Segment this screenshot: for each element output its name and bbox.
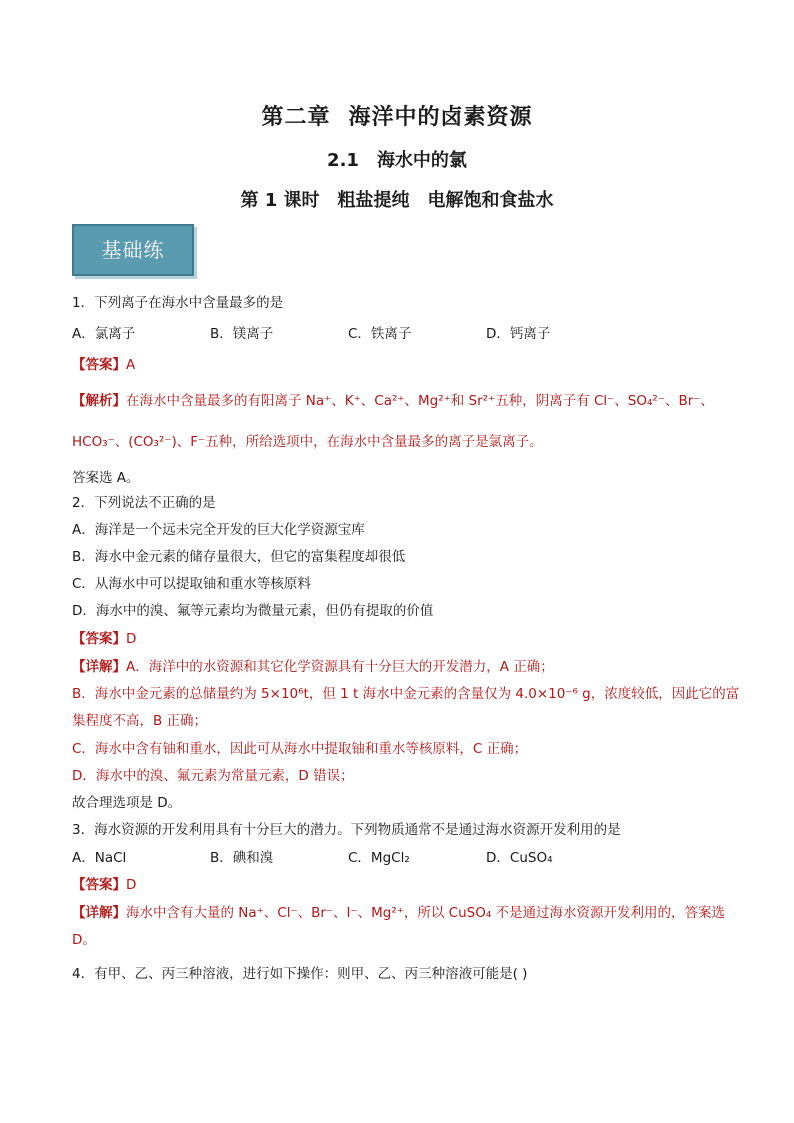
q3-option-b: B．碘和溴 [210, 850, 274, 866]
answer-tag: 【答案】 [72, 357, 126, 373]
q2-option-c: C．从海水中可以提取铀和重水等核原料 [72, 576, 311, 592]
chapter-name: 海洋中的卤素资源 [348, 105, 533, 130]
q4-stem: 4．有甲、乙、丙三种溶液，进行如下操作：则甲、乙、丙三种溶液可能是( ) [72, 966, 528, 982]
q1-conclusion: 答案选 A。 [72, 470, 140, 486]
q2-detail-line-5: D．海水中的溴、氟元素为常量元素，D 错误； [72, 768, 354, 784]
q2-detail-line-4: C．海水中含有铀和重水，因此可从海水中提取铀和重水等核原料，C 正确； [72, 741, 528, 757]
chapter-title [0, 100, 794, 131]
q1-analysis-line-1 [72, 389, 714, 409]
detail-text: A．海洋中的水资源和其它化学资源具有十分巨大的开发潜力，A 正确； [126, 659, 554, 675]
section-name: 海水中的氯 [376, 150, 467, 171]
q2-option-b: B．海水中金元素的储存量很大，但它的富集程度却很低 [72, 549, 406, 565]
q1-option-d: D．钙离子 [486, 326, 551, 342]
lesson-topic-2: 电解饱和食盐水 [427, 190, 554, 211]
detail-tag: 【详解】 [72, 905, 126, 921]
answer-tag: 【答案】 [72, 631, 126, 647]
q1-stem: 1．下列离子在海水中含量最多的是 [72, 295, 284, 311]
q1-option-c: C．铁离子 [348, 326, 412, 342]
q2-detail-line-2: B．海水中金元素的总储量约为 5×10⁶t，但 1 t 海水中金元素的含量仅为 4.0×10⁻⁶ g，浓度较低，因此它的富 [72, 686, 740, 702]
section-number: 2.1 [327, 150, 359, 171]
detail-tag: 【详解】 [72, 659, 126, 675]
answer-value: A [126, 357, 136, 373]
q3-answer [72, 873, 136, 893]
section-label-box [72, 224, 194, 276]
lesson-topic-1: 粗盐提纯 [337, 190, 410, 211]
q2-option-d: D．海水中的溴、氟等元素均为微量元素，但仍有提取的价值 [72, 603, 434, 619]
q3-detail-line-2: D。 [72, 932, 96, 948]
q1-answer [72, 353, 135, 373]
q2-answer [72, 627, 136, 647]
q2-conclusion: 故合理选项是 D。 [72, 795, 182, 811]
section-title [0, 146, 794, 172]
answer-tag: 【答案】 [72, 877, 126, 893]
q2-detail-line-1 [72, 655, 554, 675]
q2-detail-line-3: 集程度不高，B 正确； [72, 713, 208, 729]
q3-option-c: C．MgCl₂ [348, 850, 410, 866]
section-label: 基础练 [101, 238, 165, 262]
q1-option-b: B．镁离子 [210, 326, 274, 342]
q2-stem: 2．下列说法不正确的是 [72, 495, 216, 511]
q2-option-a: A．海洋是一个远未完全开发的巨大化学资源宝库 [72, 522, 365, 538]
answer-value: D [126, 631, 137, 647]
analysis-tag: 【解析】 [72, 393, 126, 409]
answer-value: D [126, 877, 137, 893]
q3-detail-line-1 [72, 901, 725, 921]
lesson-number: 第 1 课时 [240, 190, 320, 211]
q1-analysis-line-2: HCO₃⁻、(CO₃²⁻)、F⁻五种，所给选项中，在海水中含量最多的离子是氯离子。 [72, 434, 543, 450]
q3-option-d: D．CuSO₄ [486, 850, 553, 866]
analysis-text: 在海水中含量最多的有阳离子 Na⁺、K⁺、Ca²⁺、Mg²⁺和 Sr²⁺五种，阴离子有 Cl⁻、SO₄²⁻、Br⁻、 [126, 393, 714, 409]
chapter-number: 第二章 [261, 105, 331, 130]
q3-option-a: A．NaCl [72, 850, 127, 866]
q3-stem: 3．海水资源的开发利用具有十分巨大的潜力。下列物质通常不是通过海水资源开发利用的是 [72, 822, 621, 838]
lesson-title [0, 186, 794, 212]
q1-option-a: A．氯离子 [72, 326, 136, 342]
detail-text: 海水中含有大量的 Na⁺、Cl⁻、Br⁻、I⁻、Mg²⁺，所以 CuSO₄ 不是通过海水资源开发利用的，答案选 [126, 905, 726, 921]
